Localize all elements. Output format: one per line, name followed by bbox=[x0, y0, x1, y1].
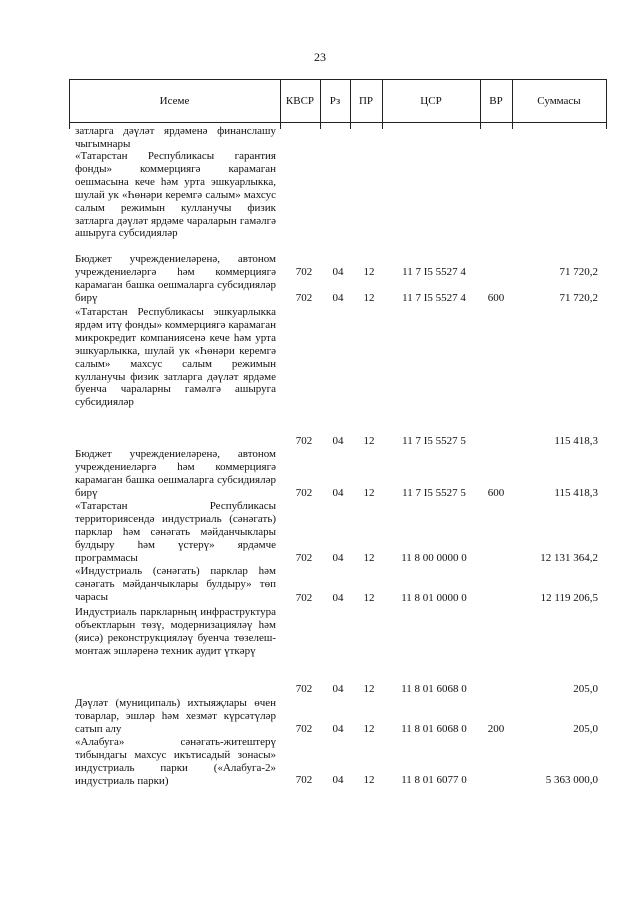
row-rz: 04 bbox=[332, 292, 344, 304]
row-pr: 12 bbox=[363, 435, 375, 447]
row-sum: 71 720,2 bbox=[559, 266, 598, 278]
row-name: Бюджет учреждениеләренә, автоном учреждениеләргә һәм коммерциягә карамаган башка оешмаларга субсидияләр бирү bbox=[75, 448, 276, 499]
row-rz: 04 bbox=[332, 487, 344, 499]
row-pr: 12 bbox=[363, 292, 375, 304]
row-vr: 200 bbox=[487, 723, 505, 735]
row-kvsr: 702 bbox=[295, 266, 313, 278]
header-vr: ВР bbox=[489, 95, 503, 107]
row-name: Бюджет учреждениеләренә, автоном учреждениеләргә һәм коммерциягә карамаган башка оешмаларга субсидияләр бирү bbox=[75, 253, 276, 304]
right-border bbox=[606, 79, 607, 123]
row-name: «Индустриаль (сәнәгать) парклар һәм сәнәгать мәйданчыклары булдыру» төп чарасы bbox=[75, 565, 276, 603]
row-name: Индустриаль паркларның инфраструктура объектларын төзү, модернизацияләү һәм (яисә) реконструкцияләү буенча төзелеш-монтаж эшләренә техник аудит үткәрү bbox=[75, 606, 276, 657]
row-pr: 12 bbox=[363, 592, 375, 604]
row-kvsr: 702 bbox=[295, 435, 313, 447]
header-rz: Рз bbox=[329, 95, 341, 107]
row-sum: 205,0 bbox=[573, 683, 598, 695]
row-kvsr: 702 bbox=[295, 487, 313, 499]
row-kvsr: 702 bbox=[295, 292, 313, 304]
header-csr: ЦСР bbox=[420, 95, 442, 107]
row-name: «Татарстан Республикасы территориясендә индустриаль (сәнәгать) парклар һәм сәнәгать мәйданчыклары булдыру һәм үстерү» ярдәмче программасы bbox=[75, 500, 276, 564]
row-csr: 11 8 00 0000 0 bbox=[401, 552, 467, 564]
row-csr: 11 8 01 0000 0 bbox=[401, 592, 467, 604]
row-kvsr: 702 bbox=[295, 592, 313, 604]
row-rz: 04 bbox=[332, 435, 344, 447]
row-name: «Татарстан Республикасы гарантия фонды» коммерциягә карамаган оешмасына кече һәм урта эшкуарлыкка, шулай ук «Һөнәри керемгә салым» махсус салым режимын кулланучы физик затларга дәүләт ярдәме чараларын гамәлгә ашыруга субсидияләр bbox=[75, 150, 276, 240]
row-rz: 04 bbox=[332, 723, 344, 735]
row-kvsr: 702 bbox=[295, 552, 313, 564]
row-csr: 11 8 01 6077 0 bbox=[401, 774, 467, 786]
table-header bbox=[69, 79, 607, 123]
row-pr: 12 bbox=[363, 266, 375, 278]
row-pr: 12 bbox=[363, 552, 375, 564]
row-sum: 12 131 364,2 bbox=[540, 552, 598, 564]
row-pr: 12 bbox=[363, 683, 375, 695]
row-pr: 12 bbox=[363, 774, 375, 786]
row-rz: 04 bbox=[332, 552, 344, 564]
row-rz: 04 bbox=[332, 774, 344, 786]
row-csr: 11 7 I5 5527 4 bbox=[402, 266, 466, 278]
row-sum: 205,0 bbox=[573, 723, 598, 735]
row-csr: 11 8 01 6068 0 bbox=[401, 683, 467, 695]
row-rz: 04 bbox=[332, 592, 344, 604]
header-pr: ПР bbox=[358, 95, 374, 107]
row-sum: 71 720,2 bbox=[559, 292, 598, 304]
row-csr: 11 7 I5 5527 5 bbox=[402, 487, 466, 499]
row-pr: 12 bbox=[363, 723, 375, 735]
row-kvsr: 702 bbox=[295, 723, 313, 735]
row-vr: 600 bbox=[487, 292, 505, 304]
row-rz: 04 bbox=[332, 683, 344, 695]
header-name: Исеме bbox=[159, 95, 190, 107]
row-sum: 115 418,3 bbox=[554, 487, 598, 499]
row-rz: 04 bbox=[332, 266, 344, 278]
header-kvsr: КВСР bbox=[285, 95, 315, 107]
row-sum: 115 418,3 bbox=[554, 435, 598, 447]
row-pr: 12 bbox=[363, 487, 375, 499]
row-name: «Татарстан Республикасы эшкуарлыкка ярдәм итү фонды» коммерциягә карамаган микрокредит компаниясенә кече һәм урта эшкуарлыкка, шулай ук «Һөнәри керемгә салым» махсус салым режимын кулланучы физик затларга дәүләт ярдәме буенча чараларны гамәлгә ашыруга субсидияләр bbox=[75, 306, 276, 409]
row-csr: 11 8 01 6068 0 bbox=[401, 723, 467, 735]
row-sum: 5 363 000,0 bbox=[545, 774, 598, 786]
page-number: 23 bbox=[314, 50, 326, 64]
row-name: «Алабуга» сәнәгать-житештерү тибындагы махсус икътисадый зонасы» индустриаль парки («Алабуга-2» индустриаль парки) bbox=[75, 736, 276, 787]
row-vr: 600 bbox=[487, 487, 505, 499]
row-name: Дәүләт (муниципаль) ихтыяҗлары өчен товарлар, эшләр һәм хезмәт күрсәтүләр сатып алу bbox=[75, 697, 276, 735]
row-csr: 11 7 I5 5527 4 bbox=[402, 292, 466, 304]
row-kvsr: 702 bbox=[295, 683, 313, 695]
row-name: затларга дәүләт ярдәменә финанслашу чыгымнары bbox=[75, 125, 276, 150]
row-csr: 11 7 I5 5527 5 bbox=[402, 435, 466, 447]
row-sum: 12 119 206,5 bbox=[540, 592, 598, 604]
header-sum: Суммасы bbox=[537, 95, 581, 107]
row-kvsr: 702 bbox=[295, 774, 313, 786]
